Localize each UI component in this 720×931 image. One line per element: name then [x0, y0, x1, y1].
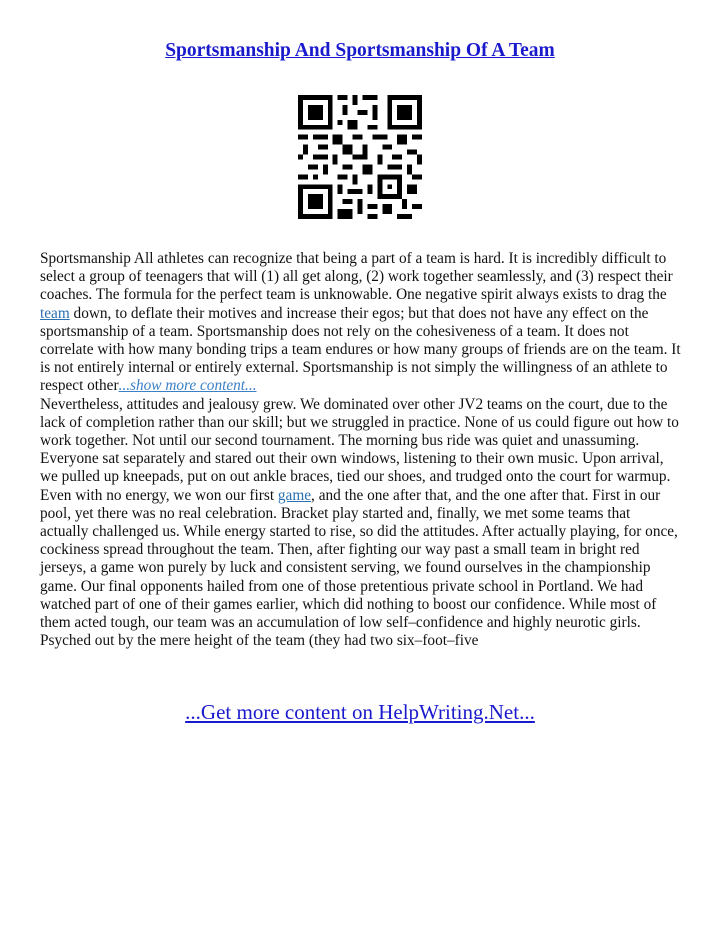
- qr-code-icon: [298, 95, 422, 219]
- page-title[interactable]: Sportsmanship And Sportsmanship Of A Team: [165, 40, 555, 61]
- paragraph-1-text-a: Sportsmanship All athletes can recognize that being a part of a team is hard. It is incredibly difficult to select a group of teenagers that will (1) all get along, (2) work together seamlessly, and (3) respect their coaches. The formula for the perfect team is unknowable. One negative spirit always exists to drag the: [40, 250, 673, 304]
- team-link[interactable]: team: [40, 304, 70, 322]
- paragraph-1: [40, 250, 681, 394]
- get-more-content-link[interactable]: ...Get more content on HelpWriting.Net...: [185, 700, 535, 724]
- show-more-link[interactable]: ...show more content...: [118, 377, 257, 395]
- game-link[interactable]: game: [277, 486, 312, 504]
- paragraph-2: [40, 396, 679, 650]
- paragraph-2-text-a: Nevertheless, attitudes and jealousy grew. We dominated over other JV2 teams on the court, due to the lack of completion rather than our skill; but we struggled in practice. None of us could figure out how to work together. Not until our second tournament. The morning bus ride was quiet and unassuming. Everyone sat separately and stared out their own windows, listening to their own music. Upon arrival, we pulled up kneepads, put on out ankle braces, tied our shoes, and trudged onto the court for warmup. Even with no energy, we won our first: [40, 395, 679, 504]
- paragraph-1-text-b: down, to deflate their motives and increase their egos; but that does not have any effect on the sportsmanship of a team. Sportsmanship does not rely on the cohesiveness of a team. It does not correlate with how many bonding trips a team endures or how many groups of friends are on the team. It is not entirely internal or entirely external. Sportsmanship is not simply the willingness of an athlete to respect other: [40, 304, 681, 395]
- article-body: [40, 250, 682, 650]
- paragraph-2-text-b: , and the one after that, and the one after that. First in our pool, yet there was no real celebration. Bracket play started and, finally, we met some teams that actually challenged us. While energy started to rise, so did the attitudes. After actually playing, for once, cockiness spread throughout the team. Then, after fighting our way past a small team in bright red jerseys, a game won purely by luck and consistent serving, we found ourselves in the championship game. Our final opponents hailed from one of those pretentious private school in Portland. We had watched part of one of their games earlier, which did nothing to boost our confidence. While most of them acted tough, our team was an accumulation of low self–confidence and highly neurotic girls. Psyched out by the mere height of the team (they had two six–foot–five: [40, 486, 678, 650]
